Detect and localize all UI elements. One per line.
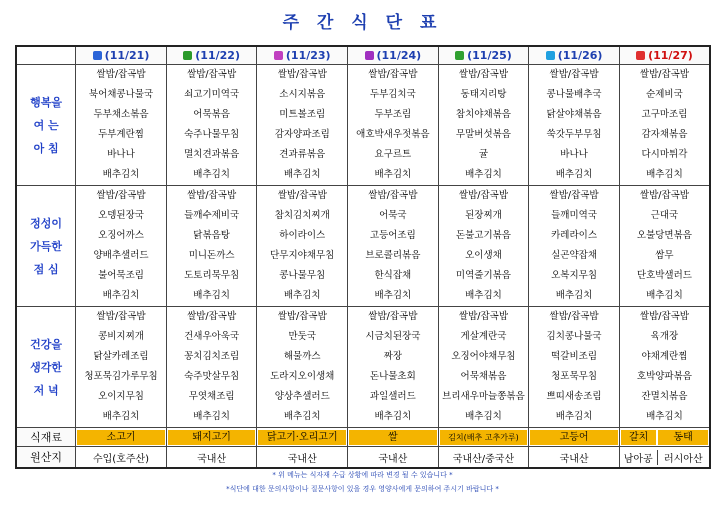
dish: 오뎅된장국	[98, 210, 144, 221]
origin-row	[16, 447, 710, 469]
day-header: (11/23)	[257, 46, 348, 65]
dish: 양배추샐러드	[93, 250, 149, 261]
dish: 참치야채볶음	[455, 109, 511, 120]
day-header: (11/24)	[348, 46, 439, 65]
dish: 닭살카레조림	[93, 351, 149, 362]
dish: 배추김치	[555, 411, 593, 422]
day-header: (11/27)	[619, 46, 710, 65]
dish: 콩비지찌개	[98, 331, 144, 342]
dish: 두부조림	[374, 109, 412, 120]
dish: 쌀밥/잡곡밥	[549, 190, 599, 201]
dish: 쌀밥/잡곡밥	[187, 311, 237, 322]
dish: 도토리묵무침	[184, 270, 240, 281]
dish: 양상추샐러드	[274, 391, 330, 402]
dish: 요구르트	[374, 149, 412, 160]
weekday-icon	[183, 51, 192, 60]
dish: 오징어까스	[98, 230, 144, 241]
dish: 된장찌개	[465, 210, 502, 221]
menu-cell	[619, 65, 710, 186]
dish: 쌀밥/잡곡밥	[639, 190, 689, 201]
dish: 배추김치	[465, 290, 502, 301]
dish: 고구마조림	[641, 109, 688, 120]
dish: 다시마튀각	[641, 149, 688, 160]
notice-text: *식단에 대한 문의사항이나 질문사항이 있을 경우 영양사에게 문의하여 주시기 바랍니다 *	[226, 485, 499, 493]
dish: 두부계란찜	[98, 129, 144, 140]
dish: 쌀밥/잡곡밥	[277, 69, 327, 80]
weekday-icon	[365, 51, 374, 60]
dish: 닭볶음탕	[193, 230, 230, 241]
breakfast-row	[16, 65, 710, 186]
dish: 시금치된장국	[365, 331, 421, 342]
dish: 두부채소볶음	[93, 109, 149, 120]
weekly-menu-table	[15, 45, 711, 469]
dish: 오이생채	[465, 250, 502, 261]
menu-cell	[257, 65, 348, 186]
dish: 배추김치	[374, 290, 412, 301]
dish: 바나나	[560, 149, 588, 160]
dish: 배추김치	[646, 169, 683, 180]
dish: 쁘띠새송조림	[546, 391, 602, 402]
day-header: (11/22)	[166, 46, 257, 65]
origin-cell: 국내산/중국산	[438, 447, 529, 469]
dish: 애호박새우젓볶음	[356, 129, 430, 140]
corner-cell	[16, 46, 76, 65]
dish: 쌀밥/잡곡밥	[458, 69, 508, 80]
dish: 쌀밥/잡곡밥	[277, 311, 327, 322]
page-title: 주 간 식 단 표	[282, 13, 443, 33]
dish: 잔멸치볶음	[641, 391, 688, 402]
origin-cell: 국내산	[166, 447, 257, 469]
origin-cell: 국내산	[348, 447, 439, 469]
weekday-icon	[274, 51, 283, 60]
dish: 배추김치	[102, 411, 140, 422]
dish: 배추김치	[193, 290, 230, 301]
dish: 소시지볶음	[279, 89, 326, 100]
dish: 참치김치찌개	[274, 210, 330, 221]
ingredient-cell: 소고기	[76, 428, 167, 447]
dish: 숙주맛살무침	[184, 371, 240, 382]
menu-cell	[348, 65, 439, 186]
dish: 돈나물초회	[369, 371, 416, 382]
dish: 오이지무침	[98, 391, 144, 402]
dish: 게살계란국	[460, 331, 507, 342]
dish: 무말버섯볶음	[455, 129, 511, 140]
dish: 도라지오이생채	[270, 371, 335, 382]
dish: 청포묵김가루무침	[84, 371, 158, 382]
dish: 어묵채볶음	[460, 371, 507, 382]
lunch-row	[16, 186, 710, 307]
dish: 단호박샐러드	[636, 270, 692, 281]
dish: 쌀밥/잡곡밥	[549, 69, 599, 80]
dish: 브리새우마늘쫑볶음	[442, 391, 525, 402]
menu-cell	[76, 65, 167, 186]
dish: 순제비국	[646, 89, 683, 100]
meal-label: 행복을 여 는 아 침	[16, 65, 76, 186]
origin-cell: 남아공 러시아산	[619, 447, 710, 469]
dish: 오불당면볶음	[636, 230, 692, 241]
meal-label: 건강을 생각한 저 녁	[16, 307, 76, 428]
menu-cell	[257, 186, 348, 307]
origin-label: 원산지	[16, 447, 76, 469]
dish: 쌀밥/잡곡밥	[639, 311, 689, 322]
dish: 감자채볶음	[641, 129, 688, 140]
menu-cell	[76, 186, 167, 307]
menu-cell	[619, 186, 710, 307]
menu-cell	[438, 307, 529, 428]
dish: 쌀밥/잡곡밥	[458, 190, 508, 201]
dish: 배추김치	[193, 169, 230, 180]
dish: 쌀밥/잡곡밥	[277, 190, 327, 201]
dish: 어묵볶음	[193, 109, 230, 120]
dish: 오징어야채무침	[451, 351, 516, 362]
dish: 떡갈비조림	[551, 351, 598, 362]
ingredients-row	[16, 428, 710, 447]
meal-label: 정성이 가득한 점 심	[16, 186, 76, 307]
dish: 배추김치	[374, 169, 412, 180]
dish: 쑥갓두부무침	[546, 129, 602, 140]
dish: 콩나물무침	[279, 270, 326, 281]
dish: 쌈무	[655, 250, 674, 261]
dish: 들깨미역국	[551, 210, 598, 221]
dish: 배추김치	[102, 169, 140, 180]
header-row	[16, 46, 710, 65]
dish: 견과류볶음	[279, 149, 326, 160]
dish: 짜장	[383, 351, 403, 362]
ingredient-cell: 쌀	[348, 428, 439, 447]
dish: 쌀밥/잡곡밥	[368, 190, 418, 201]
dish: 배추김치	[102, 290, 140, 301]
dish: 배추김치	[374, 411, 412, 422]
dish: 해물까스	[283, 351, 321, 362]
origin-cell: 국내산	[257, 447, 348, 469]
dish: 한식잡채	[374, 270, 412, 281]
dish: 미트볼조림	[279, 109, 326, 120]
ingredients-label: 식재료	[16, 428, 76, 447]
dish: 과일샐러드	[369, 391, 416, 402]
menu-cell	[257, 307, 348, 428]
menu-cell	[166, 307, 257, 428]
day-header: (11/21)	[76, 46, 167, 65]
menu-cell	[529, 65, 620, 186]
dish: 쌀밥/잡곡밥	[549, 311, 599, 322]
dinner-row	[16, 307, 710, 428]
dish: 배추김치	[646, 290, 683, 301]
origin-cell: 국내산	[529, 447, 620, 469]
dish: 하이라이스	[279, 230, 326, 241]
dish: 건새우아욱국	[184, 331, 240, 342]
dish: 야채계란찜	[641, 351, 688, 362]
dish: 돈불고기볶음	[455, 230, 511, 241]
dish: 숙주나물무침	[184, 129, 240, 140]
dish: 배추김치	[283, 290, 321, 301]
menu-cell	[166, 65, 257, 186]
dish: 무엿채조림	[188, 391, 235, 402]
dish: 동태지리탕	[460, 89, 507, 100]
dish: 닭살야채볶음	[546, 109, 602, 120]
dish: 배추김치	[555, 169, 593, 180]
dish: 배추김치	[465, 169, 502, 180]
menu-cell	[619, 307, 710, 428]
dish: 고등어조림	[369, 230, 416, 241]
menu-cell	[348, 307, 439, 428]
menu-cell	[166, 186, 257, 307]
menu-cell	[438, 186, 529, 307]
menu-cell	[76, 307, 167, 428]
menu-cell	[348, 186, 439, 307]
dish: 배추김치	[646, 411, 683, 422]
dish: 만둣국	[288, 331, 316, 342]
ingredient-cell: 김치(배추 고추가루)	[438, 428, 529, 447]
dish: 배추김치	[555, 290, 593, 301]
dish: 육개장	[650, 331, 679, 342]
dish: 쌀밥/잡곡밥	[368, 69, 418, 80]
menu-cell	[529, 307, 620, 428]
day-header: (11/26)	[529, 46, 620, 65]
ingredient-cell: 돼지고기	[166, 428, 257, 447]
menu-cell	[438, 65, 529, 186]
dish: 어묵국	[379, 210, 407, 221]
dish: 쌀밥/잡곡밥	[96, 311, 146, 322]
dish: 미니돈까스	[188, 250, 235, 261]
dish: 쌀밥/잡곡밥	[368, 311, 418, 322]
weekday-icon	[636, 51, 645, 60]
ingredient-cell: 닭고기·오리고기	[257, 428, 348, 447]
dish: 단무지야채무침	[270, 250, 335, 261]
dish: 오복지무침	[551, 270, 598, 281]
dish: 배추김치	[193, 411, 230, 422]
dish: 청포묵무침	[551, 371, 598, 382]
dish: 꽁치김치조림	[184, 351, 240, 362]
dish: 귤	[478, 149, 489, 160]
dish: 바나나	[107, 149, 135, 160]
dish: 콩나물배추국	[546, 89, 602, 100]
weekday-icon	[93, 51, 102, 60]
dish: 쌀밥/잡곡밥	[96, 69, 146, 80]
day-header: (11/25)	[438, 46, 529, 65]
weekday-icon	[546, 51, 555, 60]
dish: 쌀밥/잡곡밥	[187, 69, 237, 80]
menu-cell	[529, 186, 620, 307]
dish: 카레라이스	[551, 230, 598, 241]
dish: 쇠고기미역국	[184, 89, 240, 100]
dish: 브로콜리볶음	[365, 250, 421, 261]
dish: 쌀밥/잡곡밥	[639, 69, 689, 80]
ingredient-cell: 고등어	[529, 428, 620, 447]
dish: 실곤약잡채	[551, 250, 598, 261]
dish: 근대국	[650, 210, 679, 221]
origin-cell: 수입(호주산)	[76, 447, 167, 469]
dish: 쌀밥/잡곡밥	[458, 311, 508, 322]
dish: 배추김치	[283, 411, 321, 422]
dish: 김치콩나물국	[546, 331, 602, 342]
dish: 쌀밥/잡곡밥	[187, 190, 237, 201]
ingredient-cell: 갈치 동태	[619, 428, 710, 447]
dish: 불어묵조림	[98, 270, 144, 281]
dish: 미역줄기볶음	[455, 270, 511, 281]
dish: 배추김치	[465, 411, 502, 422]
dish: 두부김치국	[369, 89, 416, 100]
dish: 감자양파조림	[274, 129, 330, 140]
dish: 멸치견과볶음	[184, 149, 240, 160]
dish: 쌀밥/잡곡밥	[96, 190, 146, 201]
dish: 들깨수제비국	[184, 210, 240, 221]
notice-text: * 위 메뉴는 식자재 수급 상황에 따라 변경 될 수 있습니다 *	[272, 471, 453, 479]
weekday-icon	[455, 51, 464, 60]
dish: 호박양파볶음	[636, 371, 692, 382]
dish: 북어채콩나물국	[88, 89, 154, 100]
dish: 배추김치	[283, 169, 321, 180]
